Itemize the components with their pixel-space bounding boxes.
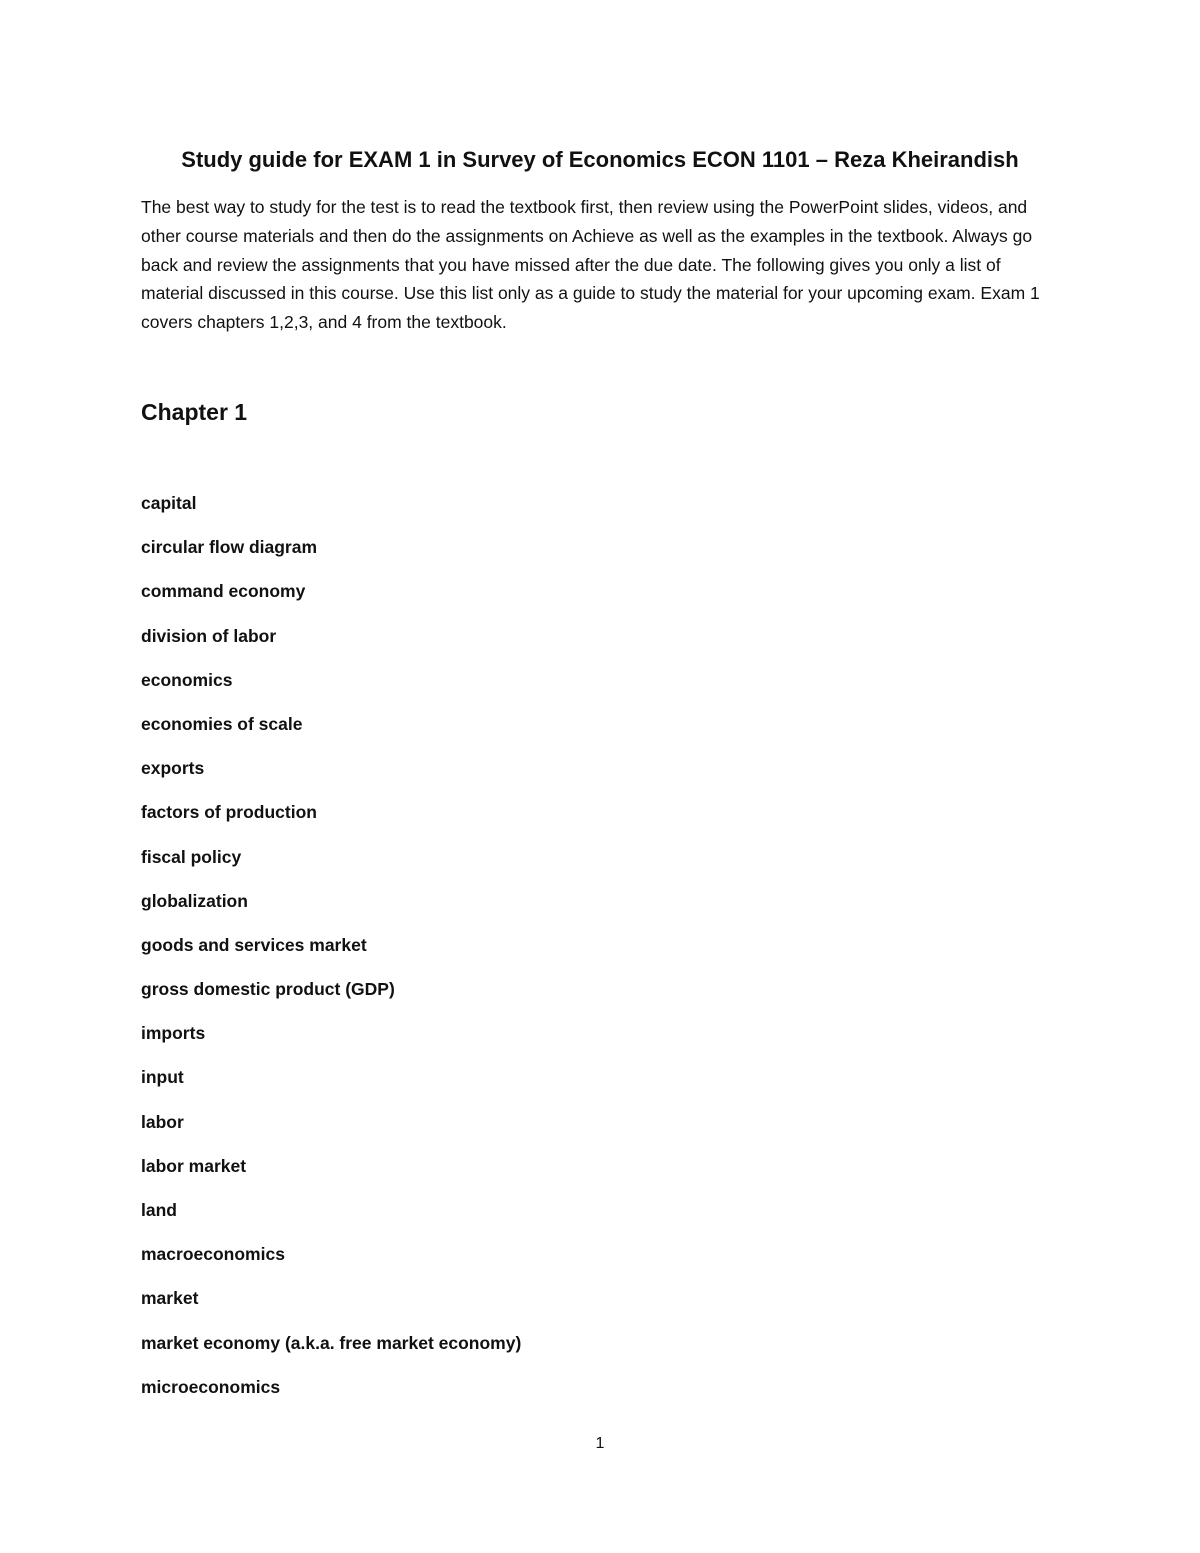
list-item: circular flow diagram — [141, 537, 318, 558]
list-item: fiscal policy — [141, 846, 242, 867]
list-item: labor — [141, 1111, 184, 1132]
list-item: labor market — [141, 1155, 247, 1176]
list-item: capital — [141, 493, 197, 513]
term-list — [141, 488, 521, 1416]
list-item: input — [141, 1067, 184, 1088]
intro-paragraph: The best way to study for the test is to read the textbook first, then review using the PowerPoint slides, videos, and other course materials and then do the assignments on Achieve as well as the examples in the textbook. Always go back and review the assignments that you have missed after the due date. The following gives you only a list of material discussed in this course. Use this list only as a guide to study the material for your upcoming exam. Exam 1 covers chapters 1,2,3, and 4 from the textbook. — [141, 197, 1040, 333]
list-item: globalization — [141, 890, 248, 911]
list-item: division of labor — [141, 625, 277, 646]
list-item: imports — [141, 1023, 206, 1044]
list-item: gross domestic product (GDP) — [141, 979, 395, 1000]
list-item: land — [141, 1200, 177, 1220]
page-number: 1 — [595, 1435, 605, 1452]
list-item: command economy — [141, 581, 306, 602]
list-item: macroeconomics — [141, 1244, 285, 1265]
list-item: microeconomics — [141, 1376, 281, 1397]
list-item: market economy (a.k.a. free market economy) — [141, 1332, 522, 1353]
list-item: goods and services market — [141, 934, 367, 955]
list-item: factors of production — [141, 802, 317, 823]
list-item: exports — [141, 758, 205, 779]
chapter-heading: Chapter 1 — [141, 399, 248, 425]
document-title: Study guide for EXAM 1 in Survey of Economics ECON 1101 – Reza Kheirandish — [181, 147, 1019, 172]
list-item: economies of scale — [141, 713, 303, 734]
list-item: economics — [141, 669, 233, 690]
list-item: market — [141, 1288, 199, 1309]
